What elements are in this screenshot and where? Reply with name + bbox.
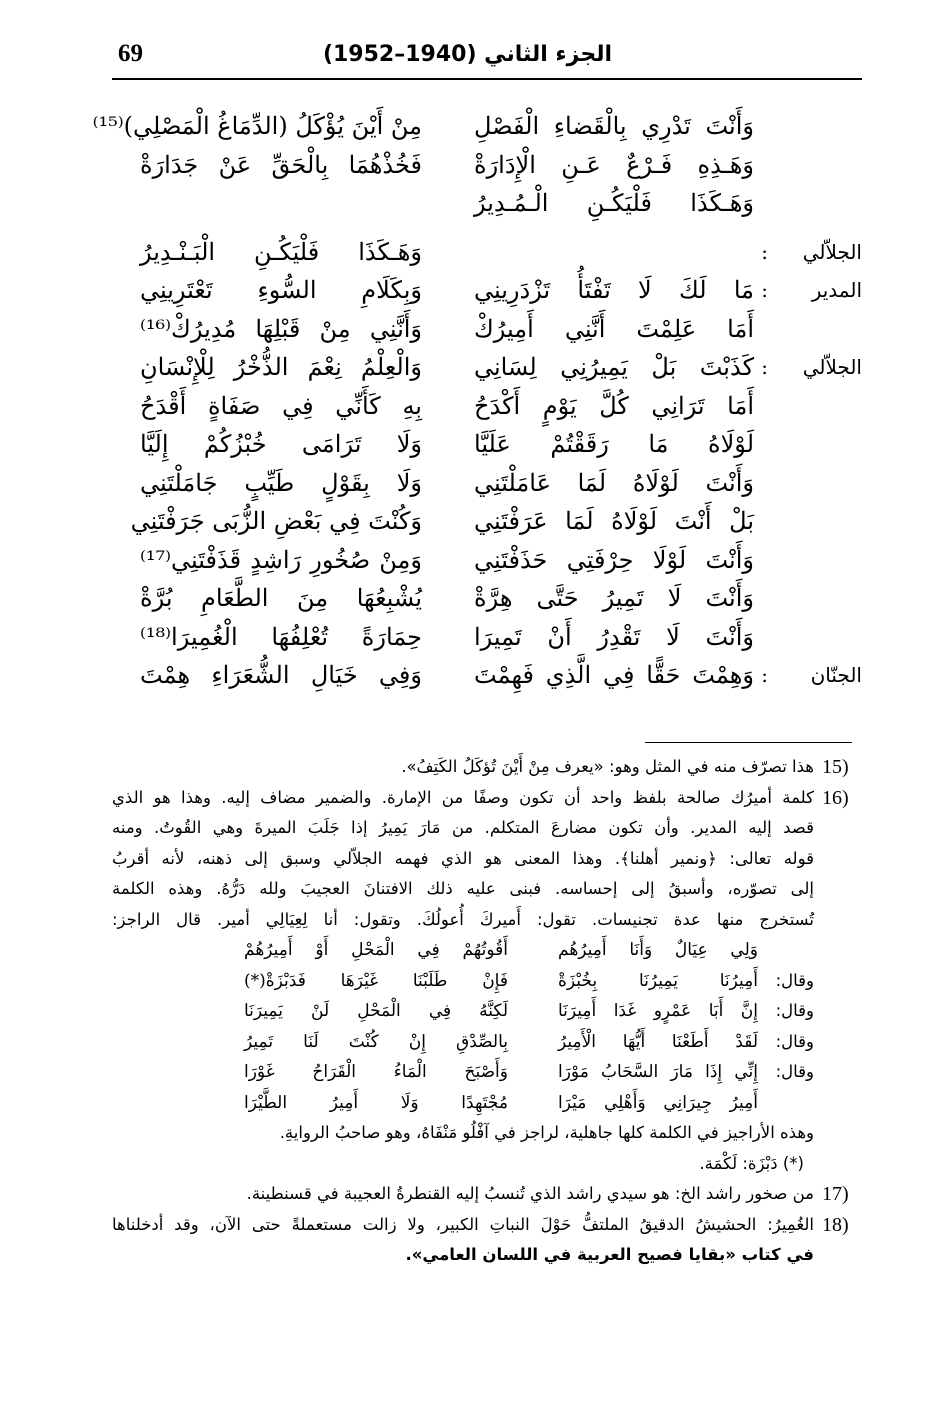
hemistich-first: وَأَنْتَ لَوْلَا حِرْفَتِي حَذَفْتَنِي	[474, 545, 754, 574]
hemistich-first: وَأَنْتَ لَا تَمِيرُ حَتَّى هِرَّةْ	[474, 584, 754, 612]
hemistich-first: كَذَبْتَ بَلْ يَمِيرُنِي لِسَانِي	[474, 353, 754, 381]
verse-row	[112, 390, 862, 429]
verse-row	[112, 313, 862, 352]
header-rule	[112, 78, 862, 80]
verse-row	[112, 544, 862, 583]
rajaz-label: وقال:	[775, 1001, 814, 1020]
footnote-line: في كتاب «بقايا فصيح العربية في اللسان العامي».	[405, 1245, 814, 1264]
footnotes	[112, 752, 862, 1271]
rajaz-first: إِنِّي إِذَا مَارَ السَّحَابُ مَوْرَا	[558, 1062, 758, 1082]
footnote-18	[112, 1210, 862, 1271]
verse-row	[112, 505, 862, 544]
rajaz-verse	[112, 1057, 814, 1088]
rajaz-second: فَإِنْ طَلَبْنَا غَيْرَهَا فَدَبْزَةْ(*)	[244, 970, 508, 991]
footnote-line: قوله تعالى: ﴿ونمير أهلنا﴾. وهذا المعنى هو الذي فهمه الجلاّلي وسبق إلى ذهنه، لأنه أقربُ	[112, 848, 814, 868]
rajaz-first: أَمِيرُ جِيرَانِي وَأَهْلِي مَيْرَا	[558, 1092, 758, 1113]
hemistich-second: فَخُذْهُمَا بِالْحَقِّ عَنْ جَدَارَةْ	[140, 150, 422, 179]
rajaz-verse	[112, 996, 814, 1027]
rajaz-second: أَقُوتُهُمْ فِي الْمَحْلِ أَوْ أَمِيرُهُمْ	[244, 940, 508, 960]
verse-row	[112, 659, 862, 698]
footnote-15	[112, 752, 862, 783]
footnote-line: تُستخرج منها عدة تجنيسات. تقول: أَميركَ أُعولُكَ. وتقول: أنا لِعِيَالِي أمير. قال الراجز:	[112, 909, 814, 929]
footnote-line: وهذه الأراجيز في الكلمة كلها جاهلية، لراجز في آفْلُو مَنْفَاهُ، وهو صاحبُ الروايةِ.	[279, 1123, 814, 1142]
footnote-number: 18)	[822, 1213, 849, 1236]
rajaz-verse	[112, 935, 814, 966]
hemistich-first: بَلْ أَنْتَ لَوْلَاهُ لَمَا عَرَفْتَنِي	[474, 507, 754, 535]
hemistich-second: وَكُنْتَ فِي بَعْضِ الزُّبَى جَرَفْتَنِي	[130, 507, 422, 535]
hemistich-second: وَلَا بِقَوْلٍ طَيِّبٍ جَامَلْتَنِي	[140, 468, 422, 497]
footnote-17	[112, 1179, 862, 1210]
speaker-label: الجلاّلي	[802, 239, 862, 264]
footnote-subnote: (*) دَبْزَة: لَكْمَة.	[699, 1153, 804, 1173]
rajaz-label: وقال:	[775, 1062, 814, 1081]
verse-row	[112, 467, 862, 506]
hemistich-second: وَبِكَلَامِ السُّوءِ تَعْتَرِينِي	[140, 276, 422, 304]
footnote-line: كلمة أميرُك صالحة بلفظ واحد أن تكون وصفًا من الإمارة. والضمير مضاف إليه. وهذا هو الذي	[112, 787, 814, 807]
hemistich-second: وَالْعِلْمُ نِعْمَ الذُّخْرُ لِلْإِنْسَانِ	[140, 353, 422, 381]
rajaz-first: أَمِيرُنَا يَمِيرُنَا بِخُبْزَةْ	[558, 970, 758, 991]
footnote-text: هذا تصرّف منه في المثل وهو: «يعرف مِنْ أَيْنَ تُؤكَلُ الكَتِفُ».	[401, 757, 814, 776]
verse-row	[112, 187, 862, 226]
hemistich-first: أَمَا عَلِمْتَ أَنَّنِي أَمِيرُكْ	[474, 314, 754, 343]
footnote-number: 17)	[822, 1183, 849, 1205]
footnote-number: 15)	[822, 756, 849, 778]
rajaz-second: وَأَصْبَحَ الْمَاءُ الْقَرَاحُ غَوْرَا	[244, 1062, 508, 1082]
hemistich-first: وَأَنْتَ تَدْرِي بِالْقَضاءِ الْفَصْلِ	[474, 112, 754, 140]
hemistich-second: وَهَـكَذَا فَلْيَكُـنِ الْبَـنْـدِيرُ	[140, 237, 422, 266]
footnote-16	[112, 783, 862, 1180]
footnote-line: إلى تصوّره، وأسبقُ إلى إحساسه. فبنى عليه ذلك الافتنانَ العجيبَ ولله دَرُّهُ. وهذه الكلمة	[112, 879, 814, 898]
rajaz-second: لَكِنَّهُ فِي الْمَحْلِ لَنْ يَمِيرَنَا	[244, 1001, 508, 1021]
verse-row	[112, 582, 862, 621]
footnote-rule	[645, 742, 852, 743]
hemistich-first: مَا لَكَ لَا تَفْتَأُ تَزْدَرِينِي	[474, 276, 754, 304]
hemistich-first: وَأَنْتَ لَوْلَاهُ لَمَا عَامَلْتَنِي	[474, 468, 754, 497]
hemistich-second: وَلَا تَرَامَى خُبْزُكُمْ إِلَيَّا	[140, 430, 422, 458]
rajaz-first: إِنَّ أَبَا عَمْرٍو غَدَا أَمِيرَنَا	[558, 1001, 758, 1021]
rajaz-verse	[112, 966, 814, 997]
page-header	[112, 38, 862, 74]
hemistich-second: حِمَارَةً تُعْلِفُهَا الْغُمِيرَا⁽¹⁸⁾	[140, 622, 422, 651]
rajaz-first: لَقَدْ أَطَعْنَا أَيُّهَا الْأَمِيرُ	[558, 1031, 758, 1052]
verse-row	[112, 428, 862, 467]
hemistich-second: بِهِ كَأَنِّي فِي صَفَاةٍ أَقْدَحُ	[140, 391, 422, 420]
running-head: الجزء الثاني (1940–1952)	[322, 42, 612, 67]
speaker-colon: :	[761, 663, 768, 687]
verse-row	[92, 110, 862, 149]
hemistich-second: وَأَنَّنِي مِنْ قَبْلِهَا مُدِيرُكْ⁽¹⁶⁾	[140, 314, 422, 343]
speaker-colon: :	[761, 239, 768, 264]
page-number: 69	[118, 40, 143, 67]
hemistich-first: لَوْلَاهُ مَا رَقَقْتُمْ عَلَيَّا	[474, 430, 754, 458]
hemistich-second: وَمِنْ صُخُورِ رَاشِدٍ قَذَفْتَنِي⁽¹⁷⁾	[140, 545, 422, 574]
verse-row	[112, 236, 862, 275]
hemistich-first: وَهَـذِهِ فَـرْعٌ عَـنِ الْإِدَارَةْ	[474, 150, 754, 179]
verse-row	[112, 149, 862, 188]
rajaz-second: بِالصِّدْقِ إِنْ كُنْتَ لَنَا تَمِيرُ	[244, 1031, 508, 1052]
rajaz-label: وقال:	[775, 1031, 814, 1051]
speaker-colon: :	[761, 278, 768, 302]
hemistich-first: وَأَنْتَ لَا تَقْدِرُ أَنْ تَمِيرَا	[474, 622, 754, 651]
hemistich-second: يُشْبِعُهَا مِنَ الطَّعَامِ بُرَّةْ	[140, 584, 422, 612]
verse-row	[112, 274, 862, 313]
rajaz-verse	[112, 1088, 814, 1119]
hemistich-second: وَفِي خَيَالِ الشُّعَرَاءِ هِمْتَ	[140, 661, 422, 689]
speaker-label: الجنّان	[810, 663, 862, 687]
rajaz-label: وقال:	[775, 970, 814, 990]
speaker-label: المدير	[811, 278, 862, 302]
rajaz-second: مُجْتَهِدًا وَلَا أَمِيرُ الطَّيْرَا	[244, 1092, 508, 1113]
footnote-line: قصد إليه المدير. وأن تكون مضارعَ المتكلم. من مَارَ يَمِيرُ إذا جَلَبَ الميرةَ وهي القُوتُ. ومنه	[112, 818, 814, 837]
hemistich-first: وَهِمْتَ حَقًّا فِي الَّذِي فَهِمْتَ	[474, 661, 754, 689]
verse-row	[112, 351, 862, 390]
rajaz-first: وَلِي عِيَالٌ وَأَنَا أَمِيرُهُم	[558, 940, 758, 960]
speaker-label: الجلاّلي	[802, 355, 862, 379]
verse-dialogue	[92, 110, 862, 698]
verse-row	[112, 621, 862, 660]
hemistich-first: وَهَـكَذَا فَلْيَكُـنِ الْـمُـدِيرُ	[474, 189, 754, 217]
footnote-line: الغُمِيرُ: الحشيشُ الدقيقُ الملتفُّ حَوْلَ النباتِ الكبير، ولا زالت مستعملةً حتى الآن، وقد أدخلناها	[112, 1214, 814, 1234]
hemistich-first: أَمَا تَرَانِي كُلَّ يَوْمٍ أَكْدَحُ	[474, 391, 754, 420]
footnote-text: من صخور راشد الخ: هو سيدي راشد الذي تُنسبُ إليه القنطرةُ العجيبة في قسنطينة.	[246, 1184, 814, 1203]
hemistich-second: مِنْ أَيْنَ يُؤْكَلُ (الدِّمَاغُ الْمَصْلِي)⁽¹⁵⁾	[92, 112, 422, 140]
footnote-number: 16)	[822, 786, 849, 809]
speaker-colon: :	[761, 355, 768, 379]
rajaz-verse	[112, 1027, 814, 1058]
